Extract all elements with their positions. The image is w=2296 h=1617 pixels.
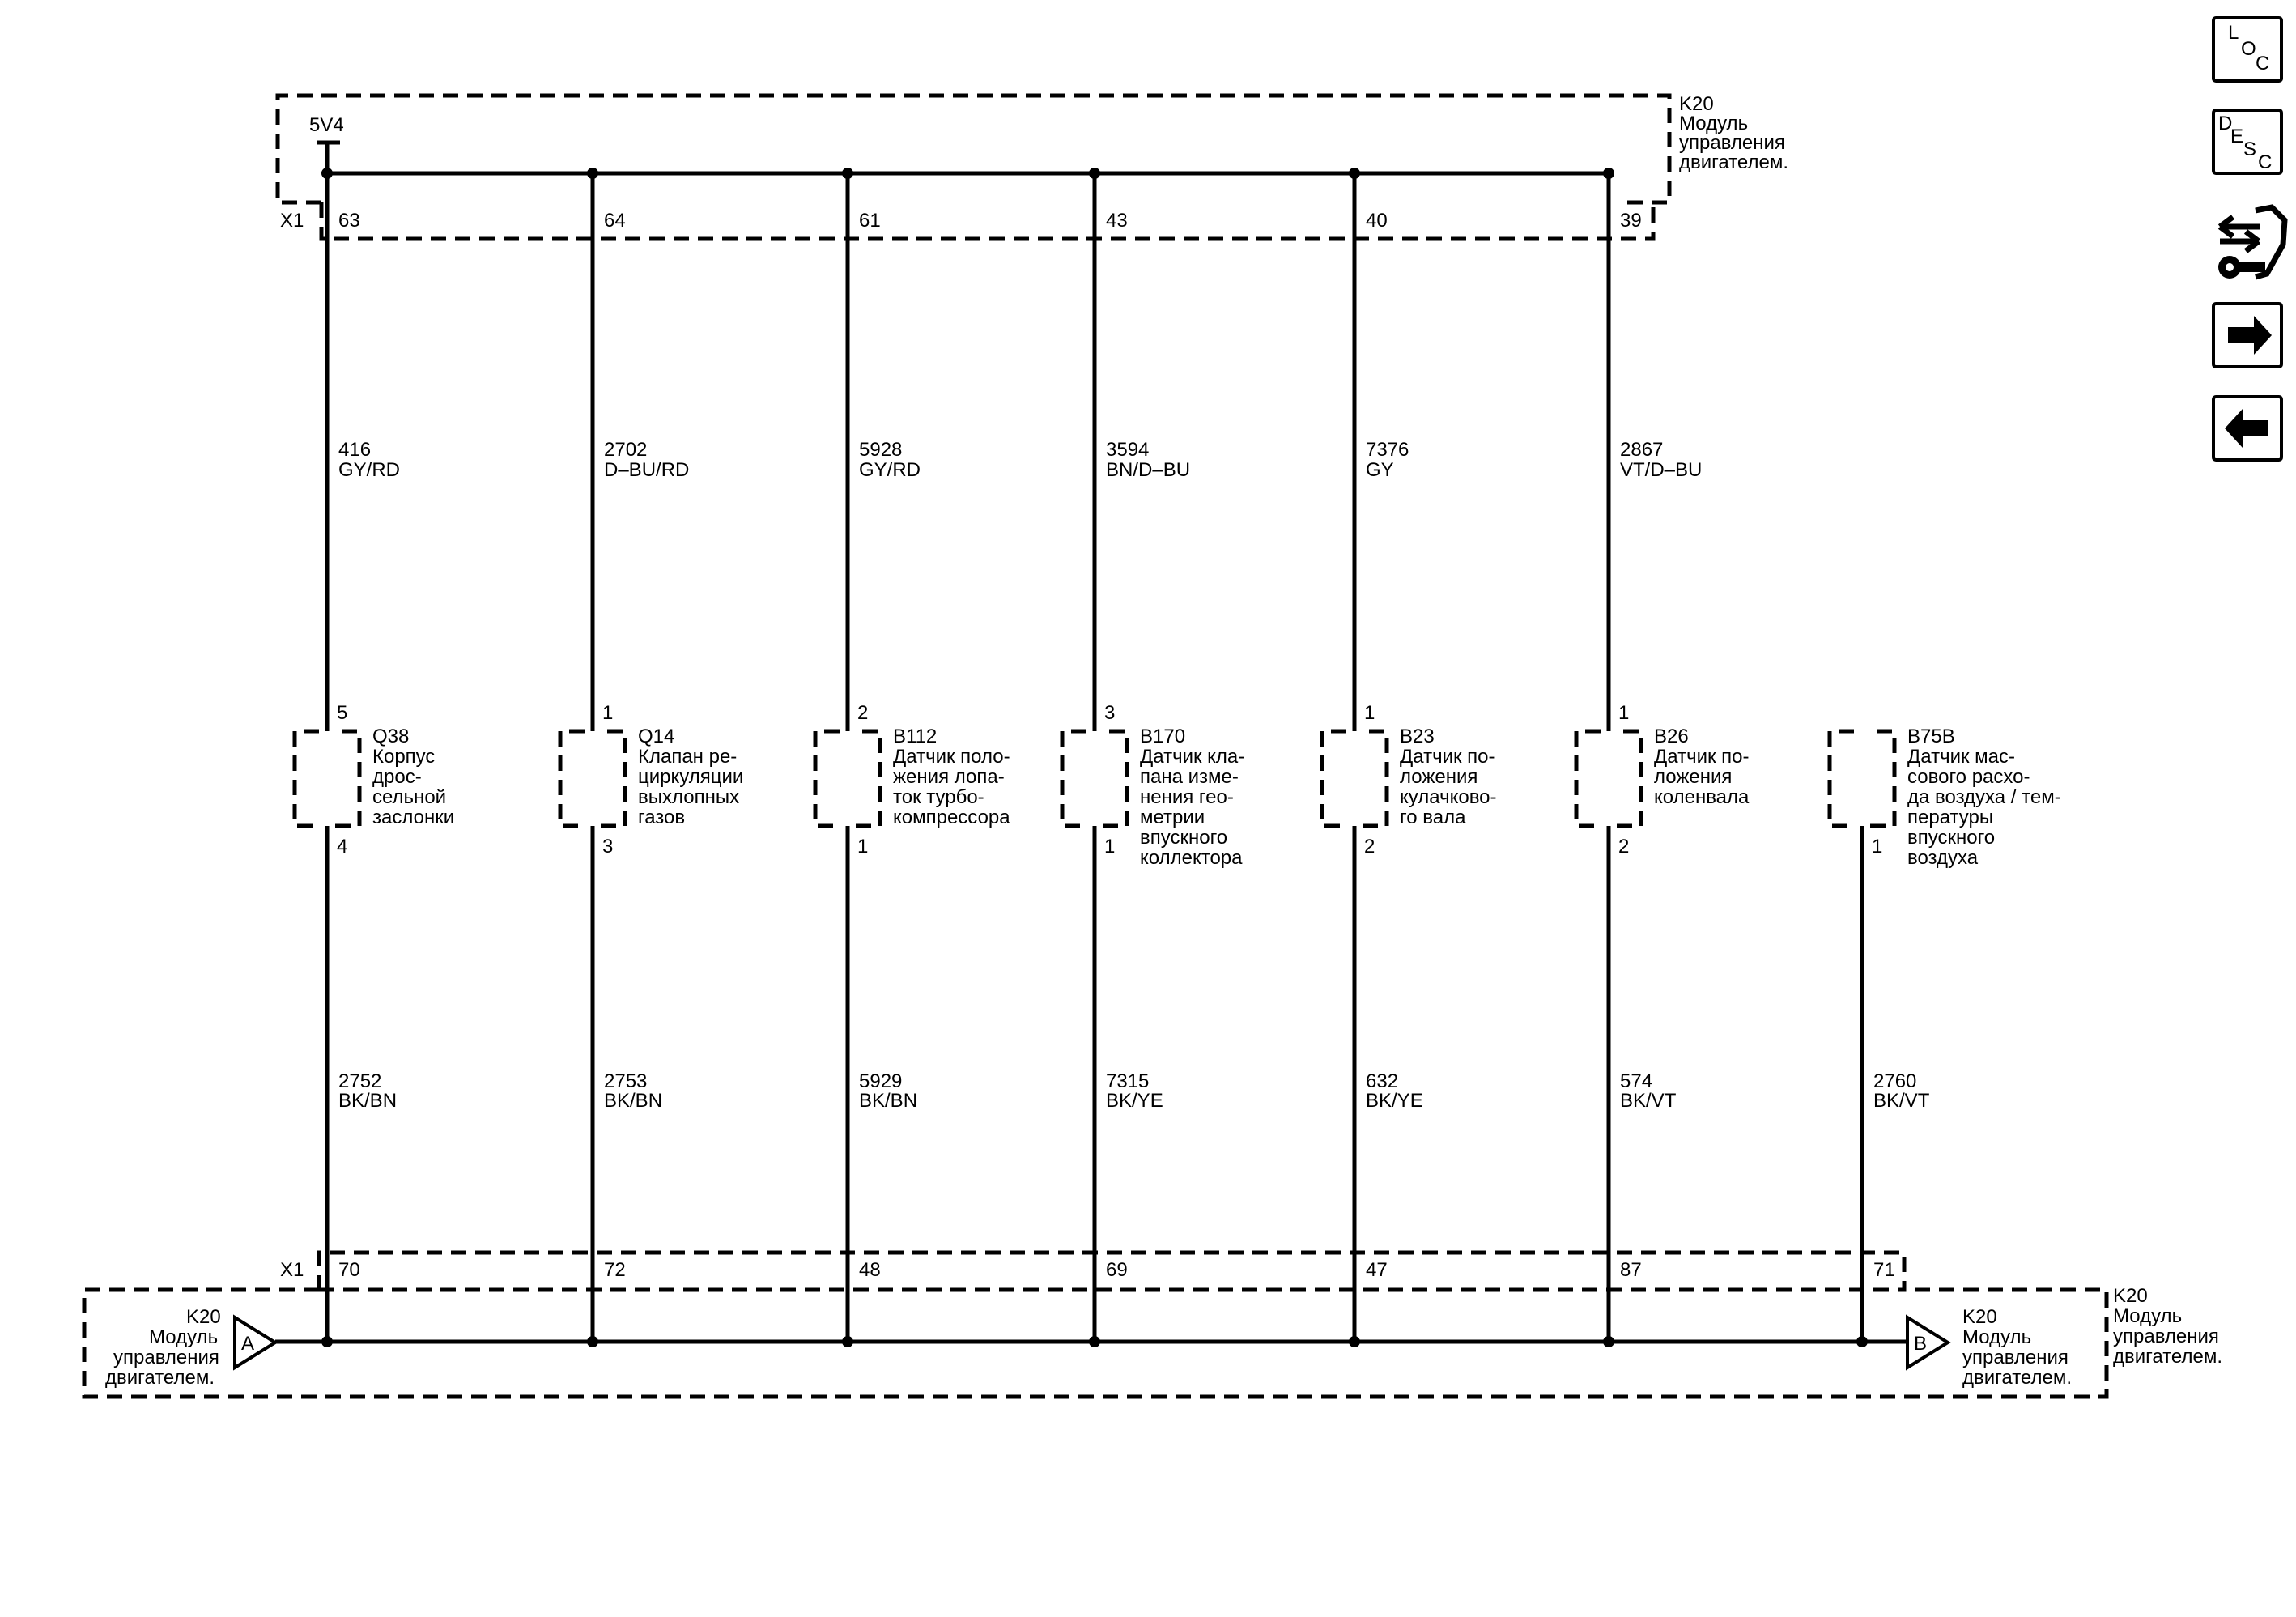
splice-bottom-0: [321, 1336, 333, 1347]
component-pin-top-1: 1: [602, 702, 614, 724]
offpage-label-a: A: [241, 1333, 255, 1355]
component-box-2[interactable]: [815, 731, 880, 826]
desc-letter-3: S: [2243, 138, 2257, 160]
module-label-top-2: управления: [1679, 132, 1785, 154]
module-code-far-right: K20: [2113, 1285, 2148, 1307]
ground-wire-color-0: BK/BN: [338, 1090, 398, 1112]
signal-wire-color-4: GY: [1366, 459, 1394, 481]
component-label-0-3: заслонки: [372, 806, 455, 828]
module-label-right-1: Модуль: [1962, 1326, 2032, 1348]
component-label-6-1: сового расхо-: [1907, 766, 2030, 788]
supply-label: 5V4: [309, 114, 344, 136]
component-label-3-2: нения гео-: [1140, 786, 1234, 808]
bottom-pin-1: 72: [604, 1259, 626, 1281]
component-pin-top-4: 1: [1364, 702, 1375, 724]
ground-wire-num-0: 2752: [338, 1070, 382, 1092]
splice-top-5: [1603, 168, 1614, 179]
module-label-far-right-1: Модуль: [2113, 1305, 2183, 1327]
component-label-6-4: впускного: [1907, 827, 1996, 849]
component-label-3-5: коллектора: [1140, 847, 1243, 869]
signal-wire-color-2: GY/RD: [859, 459, 921, 481]
signal-wire-color-3: BN/D–BU: [1106, 459, 1191, 481]
component-label-5-0: Датчик по-: [1654, 746, 1750, 768]
component-code-5: B26: [1654, 726, 1689, 747]
module-label-left-3: двигателем.: [105, 1367, 215, 1389]
module-label-right-2: управления: [1962, 1347, 2069, 1368]
ground-wire-color-4: BK/YE: [1366, 1090, 1423, 1112]
component-box-3[interactable]: [1062, 731, 1127, 826]
component-box-4[interactable]: [1322, 731, 1387, 826]
bottom-pin-6: 71: [1873, 1259, 1895, 1281]
connector-ref-top: X1: [280, 210, 304, 232]
component-label-3-4: впускного: [1140, 827, 1228, 849]
ground-wire-num-3: 7315: [1106, 1070, 1150, 1092]
loc-letter-2: O: [2241, 38, 2256, 60]
splice-bottom-3: [1089, 1336, 1100, 1347]
signal-wire-color-0: GY/RD: [338, 459, 401, 481]
splice-top-3: [1089, 168, 1100, 179]
loc-button[interactable]: [2213, 18, 2281, 81]
component-label-2-2: ток турбо-: [893, 786, 984, 808]
component-pin-top-5: 1: [1618, 702, 1630, 724]
desc-letter-2: E: [2230, 126, 2244, 147]
signal-wire-num-3: 3594: [1106, 439, 1150, 461]
component-pin-bottom-1: 3: [602, 836, 614, 857]
loc-letter-1: L: [2228, 22, 2239, 44]
top-pin-2: 61: [859, 210, 881, 232]
module-label-right-3: двигателем.: [1962, 1367, 2072, 1389]
component-label-6-2: да воздуха / тем-: [1907, 786, 2061, 808]
splice-bottom-2: [842, 1336, 853, 1347]
desc-letter-4: C: [2258, 151, 2273, 173]
ground-wire-num-1: 2753: [604, 1070, 648, 1092]
component-pin-bottom-4: 2: [1364, 836, 1375, 857]
splice-bottom-4: [1349, 1336, 1360, 1347]
bottom-pin-2: 48: [859, 1259, 881, 1281]
offpage-connector-a[interactable]: [235, 1317, 275, 1368]
ground-wire-num-4: 632: [1366, 1070, 1399, 1092]
component-label-5-1: ложения: [1654, 766, 1733, 788]
module-code-top: K20: [1679, 93, 1714, 115]
loc-letter-3: C: [2256, 53, 2270, 74]
component-code-3: B170: [1140, 726, 1186, 747]
component-pin-bottom-6: 1: [1872, 836, 1883, 857]
component-box-1[interactable]: [560, 731, 625, 826]
component-label-1-1: циркуляции: [638, 766, 744, 788]
signal-wire-num-4: 7376: [1366, 439, 1409, 461]
module-label-far-right-2: управления: [2113, 1326, 2219, 1347]
component-label-5-2: коленвала: [1654, 786, 1750, 808]
top-pin-4: 40: [1366, 210, 1388, 232]
component-label-4-2: кулачково-: [1400, 786, 1497, 808]
component-label-3-0: Датчик кла-: [1140, 746, 1245, 768]
signal-wire-num-5: 2867: [1620, 439, 1664, 461]
component-label-6-3: пературы: [1907, 806, 1994, 828]
top-pin-5: 39: [1620, 210, 1642, 232]
ground-wire-num-5: 574: [1620, 1070, 1653, 1092]
desc-button[interactable]: [2213, 110, 2281, 173]
component-box-5[interactable]: [1576, 731, 1641, 826]
top-pin-0: 63: [338, 210, 360, 232]
connector-service-icon[interactable]: [2218, 207, 2285, 279]
bottom-pin-3: 69: [1106, 1259, 1128, 1281]
supply-rail: [317, 143, 1611, 173]
module-label-top-3: двигателем.: [1679, 151, 1788, 173]
ground-wire-num-6: 2760: [1873, 1070, 1917, 1092]
component-code-4: B23: [1400, 726, 1435, 747]
top-pin-1: 64: [604, 210, 626, 232]
component-label-0-2: сельной: [372, 786, 447, 808]
ground-wire-color-1: BK/BN: [604, 1090, 663, 1112]
offpage-connector-b[interactable]: [1859, 1317, 1948, 1368]
component-code-6: B75B: [1907, 726, 1955, 747]
component-box-0[interactable]: [295, 731, 359, 826]
component-pin-bottom-2: 1: [857, 836, 869, 857]
bottom-pin-4: 47: [1366, 1259, 1388, 1281]
signal-wire-color-1: D–BU/RD: [604, 459, 690, 481]
top-pin-3: 43: [1106, 210, 1128, 232]
component-label-3-3: метрии: [1140, 806, 1205, 828]
offpage-label-b: B: [1914, 1333, 1928, 1355]
component-code-1: Q14: [638, 726, 675, 747]
module-code-left: K20: [186, 1306, 221, 1328]
forward-button[interactable]: [2213, 304, 2281, 367]
module-k20-top: [278, 93, 1788, 239]
ground-wire-color-5: BK/VT: [1620, 1090, 1677, 1112]
module-label-far-right-3: двигателем.: [2113, 1346, 2222, 1368]
splice-bottom-5: [1603, 1336, 1614, 1347]
module-k20-bottom: [84, 1253, 2222, 1397]
splice-bottom-1: [587, 1336, 598, 1347]
bottom-pin-0: 70: [338, 1259, 360, 1281]
component-label-2-1: жения лопа-: [893, 766, 1005, 788]
splice-top-4: [1349, 168, 1360, 179]
component-label-1-2: выхлопных: [638, 786, 740, 808]
signal-wire-color-5: VT/D–BU: [1620, 459, 1703, 481]
module-label-top-1: Модуль: [1679, 113, 1749, 134]
circuit-branches: [295, 168, 2061, 1347]
ground-wire-color-3: BK/YE: [1106, 1090, 1163, 1112]
component-label-4-1: ложения: [1400, 766, 1478, 788]
component-label-2-0: Датчик поло-: [893, 746, 1010, 768]
component-label-6-5: воздуха: [1907, 847, 1979, 869]
module-code-right: K20: [1962, 1306, 1997, 1328]
module-label-left-2: управления: [113, 1347, 219, 1368]
component-box-6[interactable]: [1830, 731, 1894, 826]
component-label-4-3: го вала: [1400, 806, 1466, 828]
ground-wire-color-2: BK/BN: [859, 1090, 918, 1112]
splice-top-2: [842, 168, 853, 179]
connector-ref-bottom: X1: [280, 1259, 304, 1281]
component-pin-top-2: 2: [857, 702, 869, 724]
component-code-2: B112: [893, 726, 938, 747]
splice-top-0: [321, 168, 333, 179]
desc-letter-1: D: [2218, 113, 2233, 134]
component-label-1-0: Клапан ре-: [638, 746, 738, 768]
component-pin-top-0: 5: [337, 702, 348, 724]
component-pin-bottom-3: 1: [1104, 836, 1116, 857]
module-label-left-1: Модуль: [149, 1326, 219, 1348]
splice-bottom-6: [1856, 1336, 1868, 1347]
ground-wire-color-6: BK/VT: [1873, 1090, 1930, 1112]
component-pin-bottom-0: 4: [337, 836, 348, 857]
component-label-0-1: дрос-: [372, 766, 422, 788]
signal-wire-num-1: 2702: [604, 439, 648, 461]
component-label-2-3: компрессора: [893, 806, 1010, 828]
signal-wire-num-2: 5928: [859, 439, 903, 461]
component-label-3-1: пана изме-: [1140, 766, 1239, 788]
signal-wire-num-0: 416: [338, 439, 372, 461]
back-button[interactable]: [2213, 397, 2281, 460]
splice-top-1: [587, 168, 598, 179]
component-label-1-3: газов: [638, 806, 686, 828]
component-label-4-0: Датчик по-: [1400, 746, 1495, 768]
component-pin-top-3: 3: [1104, 702, 1116, 724]
component-label-6-0: Датчик мас-: [1907, 746, 2015, 768]
component-code-0: Q38: [372, 726, 410, 747]
bottom-pin-5: 87: [1620, 1259, 1642, 1281]
component-label-0-0: Корпус: [372, 746, 436, 768]
component-pin-bottom-5: 2: [1618, 836, 1630, 857]
ground-wire-num-2: 5929: [859, 1070, 903, 1092]
